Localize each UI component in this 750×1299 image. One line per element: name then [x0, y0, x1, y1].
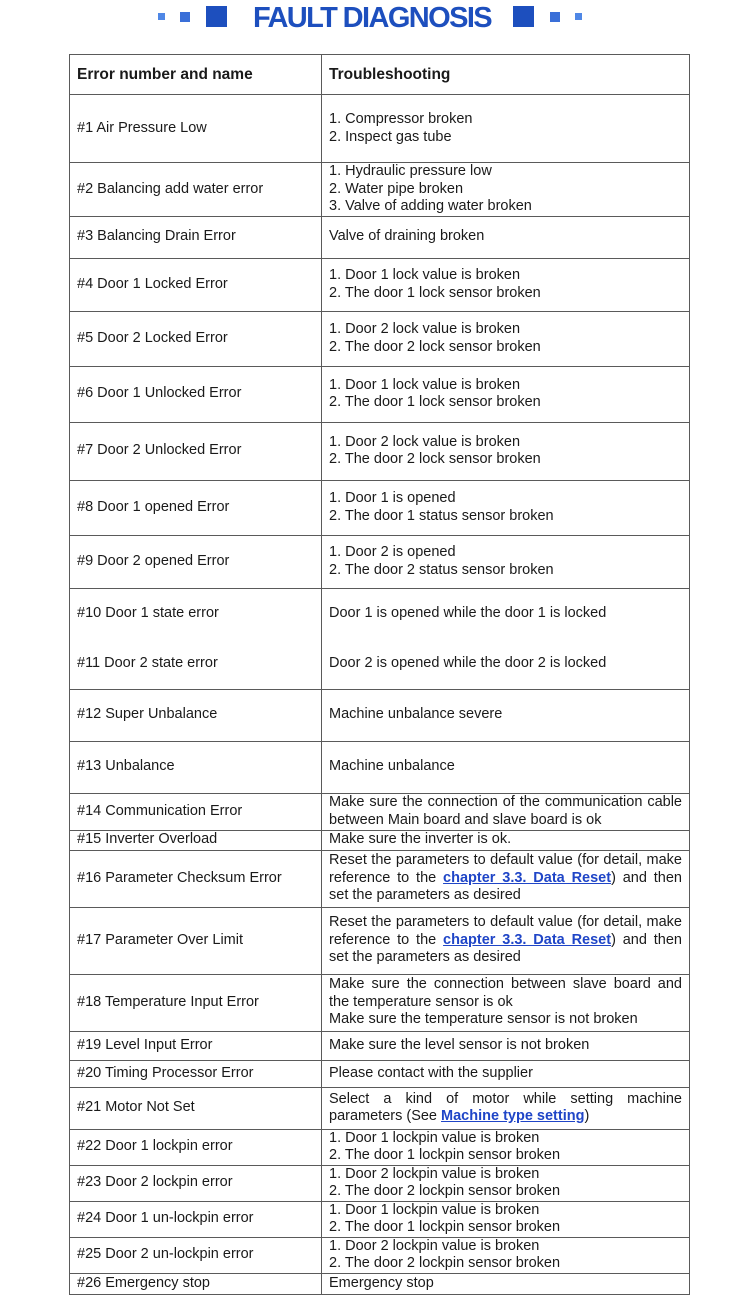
troubleshooting-line: 2. The door 1 lock sensor broken: [329, 394, 541, 410]
troubleshooting-cell: [322, 1087, 690, 1129]
table-row: [70, 535, 690, 588]
troubleshooting-line: Make sure the temperature sensor is not broken: [329, 1011, 638, 1028]
error-name: #21 Motor Not Set: [70, 1087, 322, 1129]
troubleshooting-cell: [322, 974, 690, 1031]
troubleshooting-cell: Make sure the inverter is ok.: [322, 830, 690, 850]
table-row: [70, 638, 690, 689]
error-name: #20 Timing Processor Error: [70, 1060, 322, 1087]
error-name: #17 Parameter Over Limit: [70, 907, 322, 974]
error-name: #19 Level Input Error: [70, 1031, 322, 1060]
table-header-row: [70, 55, 690, 95]
table-row: [70, 216, 690, 258]
troubleshooting-line: 3. Valve of adding water broken: [329, 198, 532, 214]
troubleshooting-line: 2. The door 1 lock sensor broken: [329, 284, 541, 301]
decor-square-right-3: [575, 13, 582, 20]
troubleshooting-text: Reset the parameters to default value (for detail, make reference to the: [329, 914, 682, 948]
decor-square-left-1: [158, 13, 165, 20]
troubleshooting-line: 1. Hydraulic pressure low: [329, 163, 492, 179]
table-row: [70, 689, 690, 741]
troubleshooting-text: ) and then set the parameters as desired: [329, 869, 682, 904]
error-name: #15 Inverter Overload: [70, 830, 322, 850]
troubleshooting-line: 1. Door 1 lock value is broken: [329, 376, 521, 393]
troubleshooting-line: 2. The door 2 lock sensor broken: [329, 338, 541, 355]
troubleshooting-cell: Make sure the level sensor is not broken: [322, 1031, 690, 1060]
troubleshooting-cell: [322, 1201, 690, 1237]
troubleshooting-cell: [322, 1129, 690, 1165]
troubleshooting-text: Reset the parameters to default value (for detail, make reference to the: [329, 852, 682, 886]
troubleshooting-text: ) and then set the parameters as desired: [329, 931, 682, 966]
troubleshooting-line: 2. The door 2 lockpin sensor broken: [329, 1255, 561, 1271]
error-name: #5 Door 2 Locked Error: [70, 311, 322, 366]
troubleshooting-cell: [322, 163, 690, 217]
table-row: [70, 1087, 690, 1129]
machine-type-setting-link[interactable]: Machine type setting: [441, 1108, 585, 1124]
error-name: #26 Emergency stop: [70, 1273, 322, 1294]
page-title: FAULT DIAGNOSIS: [252, 2, 492, 34]
troubleshooting-text: ): [584, 1108, 590, 1124]
error-name: #6 Door 1 Unlocked Error: [70, 366, 322, 422]
table-row: [70, 1031, 690, 1060]
table-row: [70, 1129, 690, 1165]
error-name: #16 Parameter Checksum Error: [70, 850, 322, 907]
error-name: #3 Balancing Drain Error: [70, 216, 322, 258]
troubleshooting-cell: Machine unbalance severe: [322, 689, 690, 741]
table-row: [70, 1060, 690, 1087]
error-name: #1 Air Pressure Low: [70, 95, 322, 163]
fault-table: [69, 54, 690, 1295]
troubleshooting-cell: Door 1 is opened while the door 1 is locked: [322, 588, 690, 638]
error-name: #7 Door 2 Unlocked Error: [70, 422, 322, 480]
troubleshooting-cell: Door 2 is opened while the door 2 is locked: [322, 638, 690, 689]
data-reset-link[interactable]: chapter 3.3. Data Reset: [443, 931, 612, 948]
error-name: #8 Door 1 opened Error: [70, 480, 322, 535]
table-row: [70, 907, 690, 974]
error-name: #22 Door 1 lockpin error: [70, 1129, 322, 1165]
troubleshooting-line: 2. The door 2 lock sensor broken: [329, 451, 541, 467]
troubleshooting-line: 1. Door 1 lockpin value is broken: [329, 1129, 540, 1146]
data-reset-link[interactable]: chapter 3.3. Data Reset: [443, 869, 612, 886]
table-row: [70, 588, 690, 638]
error-name: #2 Balancing add water error: [70, 163, 322, 217]
table-row: [70, 1237, 690, 1273]
table-row: [70, 480, 690, 535]
table-row: [70, 793, 690, 830]
error-name: #9 Door 2 opened Error: [70, 535, 322, 588]
troubleshooting-line: 1. Door 2 lockpin value is broken: [329, 1237, 540, 1254]
troubleshooting-cell: [322, 1237, 690, 1273]
table-row: [70, 163, 690, 217]
decor-square-right-2: [550, 12, 560, 22]
troubleshooting-line: 1. Door 1 is opened: [329, 490, 456, 506]
troubleshooting-line: 2. The door 1 lockpin sensor broken: [329, 1147, 561, 1163]
troubleshooting-cell: [322, 258, 690, 311]
error-name: #24 Door 1 un-lockpin error: [70, 1201, 322, 1237]
troubleshooting-line: 2. The door 2 lockpin sensor broken: [329, 1183, 561, 1199]
table-row: [70, 95, 690, 163]
error-name: #10 Door 1 state error: [70, 588, 322, 638]
troubleshooting-cell: [322, 1165, 690, 1201]
table-row: [70, 850, 690, 907]
troubleshooting-cell: Make sure the connection of the communication cable between Main board and slave board is ok: [322, 793, 690, 830]
troubleshooting-cell: Valve of draining broken: [322, 216, 690, 258]
column-header-troubleshooting: Troubleshooting: [322, 55, 690, 95]
table-row: [70, 1165, 690, 1201]
troubleshooting-cell: [322, 422, 690, 480]
table-row: [70, 258, 690, 311]
error-name: #14 Communication Error: [70, 793, 322, 830]
page-header: [0, 0, 750, 38]
decor-square-left-2: [180, 12, 190, 22]
troubleshooting-line: 2. Inspect gas tube: [329, 128, 452, 145]
troubleshooting-text: Select a kind of motor while setting machine parameters (See: [329, 1090, 682, 1124]
troubleshooting-line: 1. Door 1 lock value is broken: [329, 267, 521, 283]
troubleshooting-cell: [322, 535, 690, 588]
error-name: #11 Door 2 state error: [70, 638, 322, 689]
troubleshooting-cell: [322, 480, 690, 535]
table-row: [70, 1201, 690, 1237]
error-name: #18 Temperature Input Error: [70, 974, 322, 1031]
table-row: [70, 422, 690, 480]
troubleshooting-cell: Emergency stop: [322, 1273, 690, 1294]
table-row: [70, 311, 690, 366]
troubleshooting-line: 2. The door 2 status sensor broken: [329, 561, 554, 578]
decor-square-left-3: [206, 6, 227, 27]
table-row: [70, 830, 690, 850]
decor-square-right-1: [513, 6, 534, 27]
troubleshooting-cell: [322, 850, 690, 907]
troubleshooting-line: 1. Door 1 lockpin value is broken: [329, 1201, 540, 1218]
troubleshooting-line: 1. Compressor broken: [329, 111, 473, 127]
troubleshooting-cell: [322, 366, 690, 422]
troubleshooting-line: 2. The door 1 status sensor broken: [329, 507, 554, 524]
column-header-error: Error number and name: [70, 55, 322, 95]
troubleshooting-line: 2. The door 1 lockpin sensor broken: [329, 1219, 561, 1235]
error-name: #12 Super Unbalance: [70, 689, 322, 741]
troubleshooting-line: 1. Door 2 lock value is broken: [329, 433, 521, 450]
table-row: [70, 366, 690, 422]
table-row: [70, 741, 690, 793]
troubleshooting-line: Make sure the connection between slave board and the temperature sensor is ok: [329, 976, 682, 1010]
troubleshooting-cell: [322, 311, 690, 366]
error-name: #13 Unbalance: [70, 741, 322, 793]
troubleshooting-cell: Machine unbalance: [322, 741, 690, 793]
troubleshooting-cell: [322, 907, 690, 974]
troubleshooting-line: 1. Door 2 lockpin value is broken: [329, 1165, 540, 1182]
troubleshooting-line: 2. Water pipe broken: [329, 180, 464, 197]
table-row: [70, 1273, 690, 1294]
troubleshooting-line: 1. Door 2 lock value is broken: [329, 321, 521, 337]
error-name: #4 Door 1 Locked Error: [70, 258, 322, 311]
error-name: #23 Door 2 lockpin error: [70, 1165, 322, 1201]
troubleshooting-cell: [322, 95, 690, 163]
table-row: [70, 974, 690, 1031]
troubleshooting-line: 1. Door 2 is opened: [329, 544, 456, 560]
error-name: #25 Door 2 un-lockpin error: [70, 1237, 322, 1273]
troubleshooting-cell: Please contact with the supplier: [322, 1060, 690, 1087]
